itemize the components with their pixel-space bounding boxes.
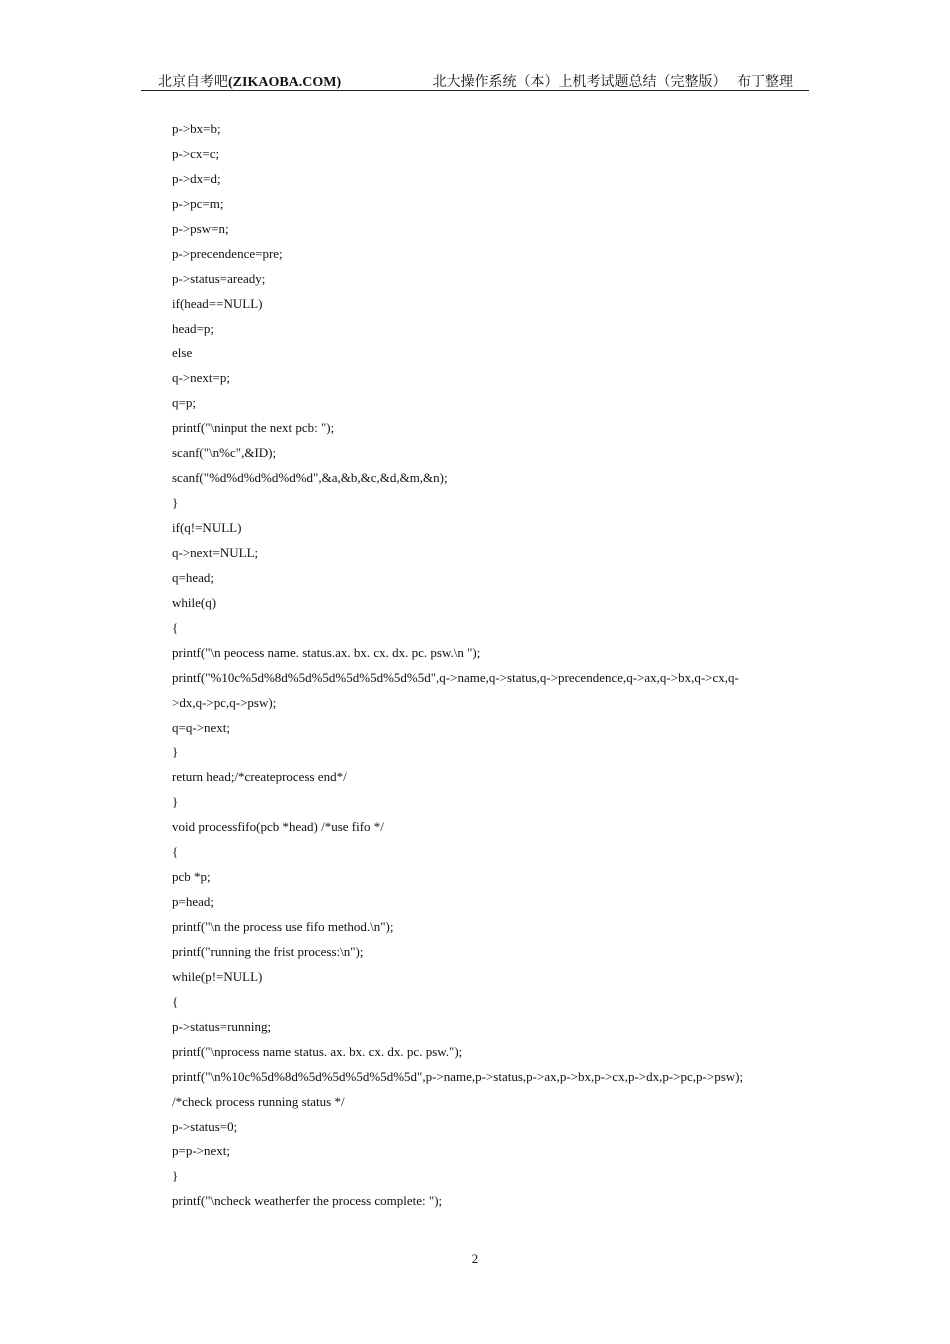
code-line: printf("\n the process use fifo method.\n"); bbox=[172, 919, 394, 934]
code-line: else bbox=[172, 345, 193, 361]
code-line: p->status=running; bbox=[172, 1018, 272, 1034]
code-line: q->next=p; bbox=[172, 370, 230, 386]
code-line: void processfifo(pcb *head) /*use fifo */ bbox=[172, 819, 384, 835]
code-line: pcb *p; bbox=[172, 869, 211, 885]
code-line: printf("\ninput the next pcb: "); bbox=[172, 420, 335, 436]
code-line: } bbox=[172, 794, 179, 810]
code-listing bbox=[172, 117, 812, 1214]
code-line: if(q!=NULL) bbox=[172, 520, 242, 535]
code-line: p=head; bbox=[172, 894, 214, 910]
code-line: printf("\ncheck weatherfer the process complete: "); bbox=[172, 1193, 443, 1209]
code-line: p->dx=d; bbox=[172, 170, 221, 186]
code-line: printf("\nprocess name status. ax. bx. cx. dx. pc. psw."); bbox=[172, 1043, 463, 1059]
code-line: printf("running the frist process:\n"); bbox=[172, 943, 364, 959]
code-line: q->next=NULL; bbox=[172, 544, 259, 560]
page-number: 2 bbox=[471, 1251, 479, 1266]
code-line: scanf("\n%c",&ID); bbox=[172, 445, 277, 461]
code-line: q=head; bbox=[172, 569, 214, 585]
header-site-domain: (ZIKAOBA.COM) bbox=[228, 75, 342, 90]
code-line: q=p; bbox=[172, 395, 196, 411]
header-site bbox=[158, 71, 341, 91]
code-line: p->status=aready; bbox=[172, 270, 266, 286]
code-line: printf("\n%10c%5d%8d%5d%5d%5d%5d%5d",p->name,p->status,p->ax,p->bx,p->cx,p->dx,p->pc,p->psw); bbox=[172, 1068, 744, 1084]
code-line: q=q->next; bbox=[172, 719, 230, 735]
code-line: printf("\n peocess name. status.ax. bx. cx. dx. pc. psw.\n "); bbox=[172, 644, 481, 660]
code-line: p->bx=b; bbox=[172, 121, 221, 136]
code-line: while(p!=NULL) bbox=[172, 968, 263, 984]
code-line: while(q) bbox=[172, 594, 217, 610]
code-line: >dx,q->pc,q->psw); bbox=[172, 694, 277, 710]
code-line: head=p; bbox=[172, 320, 214, 336]
code-line: p->pc=m; bbox=[172, 195, 224, 211]
code-line: p->status=0; bbox=[172, 1118, 238, 1134]
code-line: return head;/*createprocess end*/ bbox=[172, 769, 347, 785]
code-line: } bbox=[172, 495, 179, 511]
page-header bbox=[141, 66, 809, 91]
header-site-name: 北京自考吧 bbox=[158, 75, 228, 90]
code-line: } bbox=[172, 744, 179, 760]
code-line: { bbox=[172, 619, 179, 635]
code-line: p->cx=c; bbox=[172, 145, 220, 161]
code-line: /*check process running status */ bbox=[172, 1093, 345, 1109]
header-title-text: 北大操作系统（本）上机考试题总结（完整版） bbox=[432, 75, 727, 90]
code-line: } bbox=[172, 1168, 179, 1184]
code-line: scanf("%d%d%d%d%d%d",&a,&b,&c,&d,&m,&n); bbox=[172, 470, 448, 486]
code-line: p=p->next; bbox=[172, 1143, 230, 1159]
code-line: if(head==NULL) bbox=[172, 295, 263, 311]
code-line: p->precendence=pre; bbox=[172, 245, 283, 261]
code-line: { bbox=[172, 993, 179, 1009]
header-document-title bbox=[433, 71, 794, 91]
header-author: 布丁整理 bbox=[737, 75, 793, 90]
code-line: { bbox=[172, 844, 179, 860]
code-line: printf("%10c%5d%8d%5d%5d%5d%5d%5d%5d",q->name,q->status,q->precendence,q->ax,q->bx,q->cx,q- bbox=[172, 669, 739, 685]
code-line: p->psw=n; bbox=[172, 220, 229, 236]
